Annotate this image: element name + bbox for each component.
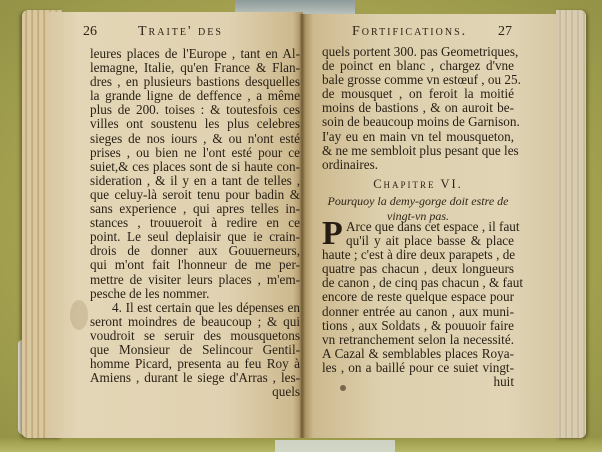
text-line: plus de 200. toises : & toutesfois ces — [90, 102, 300, 118]
text-line: ordinaires. — [322, 156, 379, 172]
text-line: sideration , & il y en a tant de telles , — [90, 172, 300, 188]
text-line: bale grosse comme vn estœuf , ou 25. — [322, 72, 521, 88]
text-line: tions , aux Soldats , & pouuoir faire — [322, 317, 514, 333]
text-line: point. Le seul deplaisir que ie crain- — [90, 229, 300, 245]
text-line: villes ont soustenu les plus celebres — [90, 116, 300, 132]
page-edges-right — [556, 10, 586, 438]
running-title-right: Fortifications. — [352, 24, 468, 39]
catchword: huit — [493, 374, 514, 390]
text-line: sans experience , qui apres telles in- — [90, 201, 300, 217]
page-number-right: 27 — [498, 24, 512, 39]
text-line: quatre pas chacun , deux longueurs — [322, 261, 514, 277]
drop-cap: P — [322, 215, 343, 252]
text-line: I'ay eu en main vn tel mousqueton, — [322, 128, 514, 144]
text-line: qui m'ont fait l'honneur de me per- — [90, 257, 300, 273]
text-line: soin de beaucoup moins de Garnison. — [322, 114, 520, 130]
text-line: que celuy-là seroit tenu pour badin & — [90, 186, 300, 202]
text-line: pesche de les nommer. — [90, 285, 210, 301]
left-page-text — [90, 47, 300, 399]
right-page-text-body — [322, 219, 524, 390]
text-line: la grande ligne de deffence , a même — [90, 88, 300, 104]
text-line: & ne me sembloit plus pesant que les — [322, 142, 519, 158]
right-page-text-top — [322, 44, 521, 172]
text-line: mettre de visiter leurs places , m'em- — [90, 271, 300, 287]
text-line: leures places de l'Europe , tant en Al- — [90, 46, 300, 61]
text-line: quels portent 300. pas Geometriques, — [322, 44, 519, 59]
text-line: seront moindres de beaucoup ; & qui — [90, 313, 300, 329]
chapter-subtitle-line: Pourquoy la demy-gorge doit estre de — [327, 194, 509, 208]
text-line: de poinct en blanc , chargez d'vne — [322, 58, 514, 74]
text-line: encore de reste quelque espace pour — [322, 289, 514, 305]
page-stain — [70, 300, 88, 330]
text-line: lemagne, Italie, qu'en France & Flan- — [90, 60, 300, 76]
text-line: sieges de nos iours , & ou n'ont esté — [90, 130, 300, 146]
text-line: homme Picard, presenta au feu Roy à — [90, 356, 300, 372]
text-line: prises , ou bien ne l'ont esté pour ce — [90, 144, 300, 160]
text-line: A Cazal & semblables places Roya- — [322, 345, 514, 361]
page-number-left: 26 — [83, 24, 97, 39]
running-title-left: Traite' des — [138, 24, 223, 39]
catchword: quels — [272, 384, 300, 400]
text-line: voudroit se seruir des mousquetons — [90, 327, 300, 343]
text-line: les , on a baillé pour ce suiet vingt- — [322, 359, 514, 375]
text-line: 4. Il est certain que les dépenses en — [112, 299, 300, 315]
text-line: moins de bastions , & on auroit be- — [322, 100, 514, 116]
text-line: donner entrée au canon , aux muni- — [322, 303, 514, 319]
text-line: de mousquet , on feroit la moitié — [322, 86, 514, 102]
text-line: haute ; c'est à dire deux parapets , de — [322, 247, 516, 263]
chapter-subtitle-line: vingt-vn pas. — [387, 209, 449, 223]
text-line: drois de donner aux Gouuerneurs, — [90, 243, 300, 259]
text-line: Amiens , durant le siege d'Arras , les- — [90, 370, 300, 386]
text-line: qu'il y ait place basse & place — [346, 233, 514, 249]
text-line: que Monsieur de Selincour Gentil- — [90, 341, 300, 357]
chapter-title: Chapitre VI. — [373, 177, 463, 191]
text-line: stances , trouueroit à redire en ce — [90, 215, 300, 231]
text-line: suiet,& ces places sont de si haute con- — [90, 158, 300, 174]
text-line: Arce que dans cet espace , il faut — [346, 219, 520, 234]
text-line: de canon , de cinq pas chacun , & faut — [322, 275, 524, 291]
text-line: dres , en plusieurs bastions desquelles — [90, 74, 300, 90]
text-line: vn retranchement selon la necessité. — [322, 331, 514, 347]
